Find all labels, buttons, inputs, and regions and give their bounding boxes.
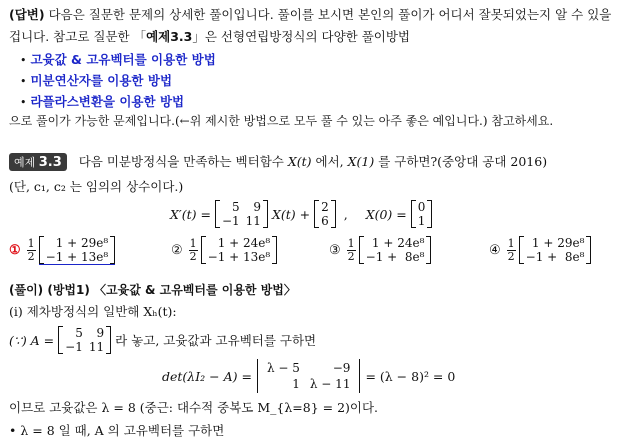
bullet-dot-icon: • xyxy=(20,54,27,67)
choice-vector xyxy=(201,236,278,264)
choice-fraction xyxy=(347,238,356,263)
vector-cell: 1 + 24e⁸ xyxy=(371,236,425,250)
answer-line-2 xyxy=(9,27,410,45)
choice-fraction xyxy=(507,238,516,263)
vector-cell: 1 + 29e⁸ xyxy=(531,236,585,250)
det-cell: −9 xyxy=(332,361,351,375)
matrix-cell: 9 xyxy=(253,200,261,214)
eigenvalue-line: 이므로 고윳값은 λ = 8 (중근: 대수적 중복도 M_{λ=8} = 2)이다. xyxy=(9,400,379,415)
method-label-1: 고윳값 & 고유벡터를 이용한 방법 xyxy=(30,52,216,67)
vector-cell: 2 xyxy=(321,200,329,214)
vector-cell: 6 xyxy=(321,214,329,228)
method-label-3: 라플라스변환을 이용한 방법 xyxy=(30,94,185,109)
choice-fraction xyxy=(27,238,36,263)
differential-equation xyxy=(170,200,432,228)
example-badge xyxy=(9,153,67,171)
det-cell: 1 xyxy=(292,377,300,391)
matrix-cell: 5 xyxy=(75,326,83,340)
det-rhs: = (λ − 8)² = 0 xyxy=(365,368,456,384)
choice-1[interactable] xyxy=(9,236,115,265)
example-reference: 예제3.3 xyxy=(146,29,193,44)
choice-marker: ② xyxy=(171,242,183,258)
choice-4[interactable] xyxy=(489,236,591,264)
since-line xyxy=(9,326,316,354)
matrix-cell: −1 xyxy=(65,340,83,354)
bullet-dot-icon: • xyxy=(20,75,27,88)
eq-lhs: X′(t) = xyxy=(170,206,211,222)
question-var-1: X(t) xyxy=(287,154,312,169)
example-question-line xyxy=(9,152,547,171)
example-note: (단, c₁, c₂ 는 임의의 상수이다.) xyxy=(9,179,184,194)
vector-cell: 0 xyxy=(417,200,426,214)
answer-choices xyxy=(9,236,619,276)
choice-fraction xyxy=(189,238,198,263)
choice-vector xyxy=(519,236,592,264)
choice-3[interactable] xyxy=(329,236,431,264)
det-lhs: det(λI₂ − A) = xyxy=(162,368,252,384)
solution-heading: (풀이) (방법1) 〈고윳값 & 고유벡터를 이용한 방법〉 xyxy=(9,283,296,297)
fraction-numerator: 1 xyxy=(27,237,35,250)
vector-cell: 1 + 29e⁸ xyxy=(55,236,109,250)
coefficient-matrix xyxy=(215,200,268,228)
vector-cell: −1 + 13e⁸ xyxy=(207,250,271,264)
vector-cell: −1 + 13e⁸ xyxy=(45,250,109,264)
matrix-cell: 9 xyxy=(96,326,105,340)
fraction-denominator: 2 xyxy=(507,249,515,263)
det-cell: λ − 5 xyxy=(266,361,300,375)
fraction-numerator: 1 xyxy=(347,236,355,250)
example-badge-prefix: 예제 xyxy=(14,156,36,169)
vector-cell: 1 + 24e⁸ xyxy=(217,236,271,250)
bullet-dot-icon: • xyxy=(20,96,27,109)
matrix-cell: 5 xyxy=(232,200,240,214)
choice-vector xyxy=(359,236,432,264)
method-bullet-1 xyxy=(20,50,216,68)
answer-tag: (답변) xyxy=(9,7,45,22)
determinant-line xyxy=(162,359,455,393)
since-post: 라 놓고, 고윳값과 고유벡터를 구하면 xyxy=(115,333,317,348)
matrix-cell: −1 xyxy=(221,214,240,228)
matrix-cell: 11 xyxy=(245,214,261,228)
method-label-2: 미분연산자를 이용한 방법 xyxy=(30,73,173,88)
answer-text-2-pre: 겁니다. 참고로 질문한 「 xyxy=(9,29,147,44)
eq-mid: X(t) + xyxy=(271,206,311,222)
question-text-pre: 다음 미분방정식을 만족하는 벡터함수 xyxy=(78,154,284,169)
since-pre: (∵) A = xyxy=(9,332,55,348)
eigenvector-line: • λ = 8 일 때, A 의 고유벡터를 구하면 xyxy=(9,423,225,438)
initial-condition-lhs: X(0) = xyxy=(365,206,407,222)
vector-cell: 1 xyxy=(417,214,426,228)
matrix-cell: 11 xyxy=(88,340,105,354)
answer-line-1 xyxy=(9,5,611,23)
initial-condition-vector xyxy=(411,200,433,228)
fraction-denominator: 2 xyxy=(27,250,35,263)
choice-2[interactable] xyxy=(171,236,277,264)
question-text-mid: 에서, xyxy=(315,154,344,169)
method-bullet-2 xyxy=(20,71,172,89)
answer-text-1: 다음은 질문한 문제의 상세한 풀이입니다. 풀이를 보시면 본인의 풀이가 어디서 잘못되었는지 알 수 있을 xyxy=(48,7,612,22)
matrix-a xyxy=(58,326,111,354)
choice-marker: ④ xyxy=(489,242,501,258)
question-var-2: X(1) xyxy=(347,154,375,169)
vector-cell: −1 + 8e⁸ xyxy=(525,250,585,264)
solution-step-i: (i) 제차방정식의 일반해 Xₕ(t): xyxy=(9,304,177,319)
fraction-denominator: 2 xyxy=(347,249,355,263)
vector-cell: −1 + 8e⁸ xyxy=(365,250,425,264)
answer-closing: 으로 풀이가 가능한 문제입니다.(←위 제시한 방법으로 모두 풀 수 있는 아주 좋은 예입니다.) 참고하세요. xyxy=(9,114,554,128)
det-cell: λ − 11 xyxy=(309,377,351,391)
method-bullet-3 xyxy=(20,92,184,110)
choice-marker: ① xyxy=(9,243,21,258)
forcing-vector xyxy=(314,200,336,228)
fraction-numerator: 1 xyxy=(189,236,197,250)
choice-vector xyxy=(39,236,116,265)
choice-marker: ③ xyxy=(329,242,341,258)
fraction-denominator: 2 xyxy=(189,249,197,263)
eq-separator: , xyxy=(343,206,348,222)
example-badge-number: 3.3 xyxy=(38,155,62,170)
answer-text-2-post: 」은 선형연립방정식의 다양한 풀이방법 xyxy=(192,29,410,44)
determinant xyxy=(257,359,361,393)
fraction-numerator: 1 xyxy=(507,236,515,250)
question-text-post: 를 구하면?(중앙대 공대 2016) xyxy=(378,154,548,169)
